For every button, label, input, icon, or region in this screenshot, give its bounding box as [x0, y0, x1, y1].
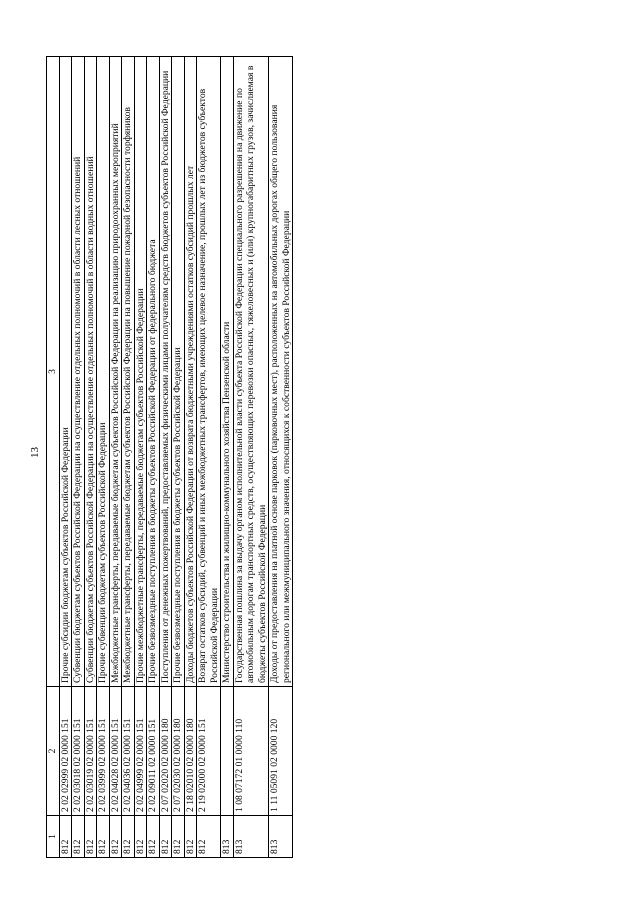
revenue-description-cell: Поступления от денежных пожертвований, предоставляемых физическими лицами получателям средств бюджетов субъектов Российской Федерации [159, 57, 172, 687]
revenue-description-cell: Возврат остатков субсидий, субвенций и иных межбюджетных трансфертов, имеющих целевое назначение, прошлых лет из бюджетов субъектов Российской Федерации [197, 57, 221, 687]
admin-code-cell: 813 [221, 816, 234, 858]
header-col-1: 1 [47, 816, 60, 858]
admin-code-cell: 812 [184, 816, 197, 858]
revenue-description-cell: Министерство строительства и жилищно-коммунального хозяйства Пензенской области [221, 57, 234, 687]
admin-code-cell: 812 [59, 816, 72, 858]
table-row [134, 57, 147, 858]
revenue-code-cell: 2 02 09011 02 0000 151 [147, 687, 160, 816]
table-row [269, 57, 293, 858]
table-row [197, 57, 221, 858]
revenue-description-cell: Субвенции бюджетам субъектов Российской Федерации на осуществление отдельных полномочий в области лесных отношений [72, 57, 85, 687]
revenue-codes-table [46, 56, 293, 858]
revenue-code-cell: 2 02 04036 02 0000 151 [122, 687, 135, 816]
header-col-2: 2 [47, 687, 60, 816]
revenue-description-cell: Прочие субсидии бюджетам субъектов Российской Федерации [59, 57, 72, 687]
table-row [72, 57, 85, 858]
revenue-description-cell: Прочие субвенции бюджетам субъектов Российской Федерации [97, 57, 110, 687]
table-row [59, 57, 72, 858]
table-row [109, 57, 122, 858]
table-row [97, 57, 110, 858]
revenue-description-cell: Субвенции бюджетам субъектов Российской Федерации на осуществление отдельных полномочий в области водных отношений [84, 57, 97, 687]
revenue-code-cell [221, 687, 234, 816]
table-row [147, 57, 160, 858]
revenue-description-cell: Государственная пошлина за выдачу органом исполнительной власти субъекта Российской Федерации специального разрешения на движение по автомобильным дорогам транспортных средств, осуществляющих перевозки опасных, тяжеловесных и (или) крупногабаритных грузов, зачисляемая в бюджеты субъектов Российской Федерации [233, 57, 269, 687]
admin-code-cell: 812 [134, 816, 147, 858]
revenue-description-cell: Прочие безвозмездные поступления в бюджеты субъектов Российской Федерации [172, 57, 185, 687]
admin-code-cell: 813 [233, 816, 269, 858]
revenue-code-cell: 2 07 02020 02 0000 180 [159, 687, 172, 816]
revenue-code-cell: 2 19 02000 02 0000 151 [197, 687, 221, 816]
header-col-3: 3 [47, 57, 60, 687]
table-row [221, 57, 234, 858]
table-body [59, 57, 293, 858]
revenue-code-cell: 2 02 03018 02 0000 151 [72, 687, 85, 816]
table-row [84, 57, 97, 858]
revenue-description-cell: Межбюджетные трансферты, передаваемые бюджетам субъектов Российской Федерации на повышение пожарной безопасности торфяников [122, 57, 135, 687]
revenue-code-cell: 2 02 02999 02 0000 151 [59, 687, 72, 816]
table-row [159, 57, 172, 858]
table-row [172, 57, 185, 858]
admin-code-cell: 812 [72, 816, 85, 858]
revenue-description-cell: Прочие безвозмездные поступления в бюджеты субъектов Российской Федерации от федерального бюджета [147, 57, 160, 687]
admin-code-cell: 813 [269, 816, 293, 858]
table-header-row [47, 57, 60, 858]
admin-code-cell: 812 [159, 816, 172, 858]
admin-code-cell: 812 [172, 816, 185, 858]
revenue-code-cell: 2 02 03019 02 0000 151 [84, 687, 97, 816]
revenue-description-cell: Межбюджетные трансферты, передаваемые бюджетам субъектов Российской Федерации на реализацию природоохранных мероприятий [109, 57, 122, 687]
revenue-code-cell: 2 02 03999 02 0000 151 [97, 687, 110, 816]
page-number: 13 [29, 447, 41, 458]
revenue-code-cell: 2 02 04028 02 0000 151 [109, 687, 122, 816]
revenue-code-cell: 2 18 02010 02 0000 180 [184, 687, 197, 816]
admin-code-cell: 812 [97, 816, 110, 858]
table-row [184, 57, 197, 858]
revenue-code-cell: 1 11 05091 02 0000 120 [269, 687, 293, 816]
revenue-code-cell: 2 02 04999 02 0000 151 [134, 687, 147, 816]
admin-code-cell: 812 [122, 816, 135, 858]
table-row [233, 57, 269, 858]
table-row [122, 57, 135, 858]
admin-code-cell: 812 [147, 816, 160, 858]
admin-code-cell: 812 [84, 816, 97, 858]
admin-code-cell: 812 [109, 816, 122, 858]
revenue-description-cell: Доходы бюджетов субъектов Российской Федерации от возврата бюджетными учреждениями остатков субсидий прошлых лет [184, 57, 197, 687]
revenue-description-cell: Прочие межбюджетные трансферты, передаваемые бюджетам субъектов Российской Федерации [134, 57, 147, 687]
admin-code-cell: 812 [197, 816, 221, 858]
revenue-code-cell: 2 07 02030 02 0000 180 [172, 687, 185, 816]
revenue-code-cell: 1 08 07172 01 0000 110 [233, 687, 269, 816]
revenue-description-cell: Доходы от предоставления на платной основе парковок (парковочных мест), расположенных на автомобильных дорогах общего пользования регионального или межмуниципального значения, относящихся к собственности субъектов Российской Федерации [269, 57, 293, 687]
